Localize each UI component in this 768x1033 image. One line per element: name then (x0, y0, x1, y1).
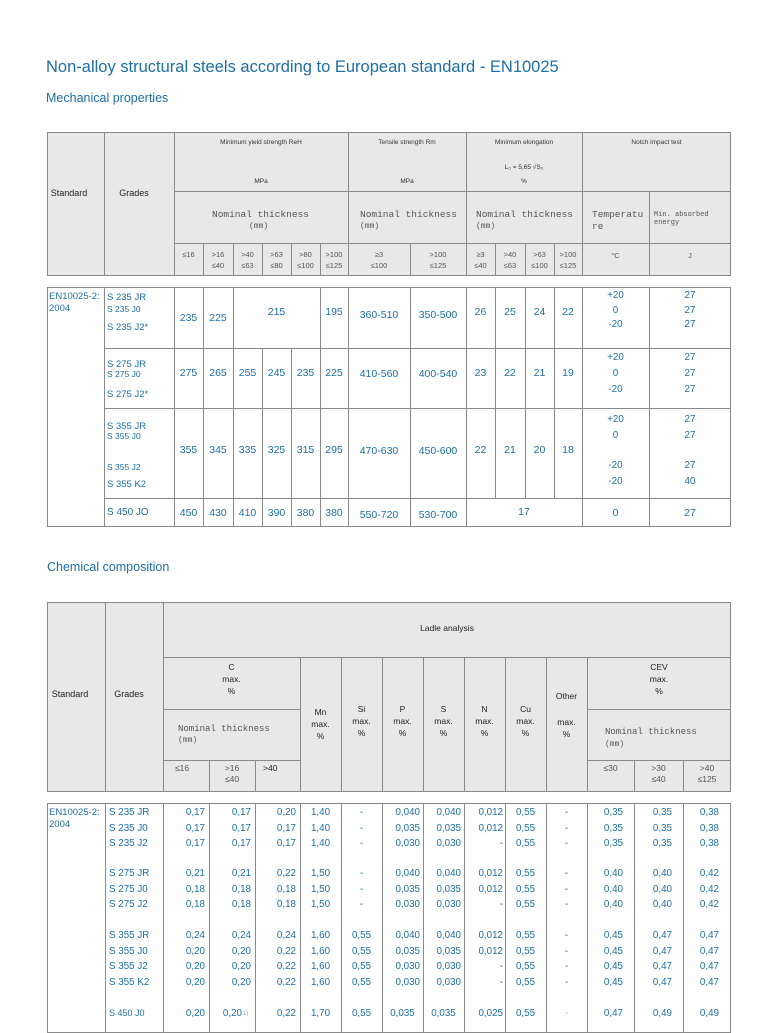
chem-nominal-cev: Nominal thickness (605, 727, 697, 737)
r4-y1: 450 (179, 506, 198, 519)
page-title: Non-alloy structural steels according to European standard - EN10025 (46, 58, 559, 76)
chem-g2-cu: 0,55 0,55 0,55 (515, 868, 536, 910)
r4-y3: 410 (238, 506, 257, 519)
chem-g1-p: 0,040 0,035 0,030 (395, 807, 420, 849)
r3-y6: 295 (325, 444, 343, 456)
tensile-sub-2: >100 ≤125 (429, 250, 447, 270)
grade-s275jr: S 275 JR (107, 359, 147, 370)
mech-header-standard: Standard (50, 188, 88, 198)
chem-g3-cev1: 0,45 0,45 0,45 0,45 (603, 930, 623, 988)
r1-e3: 24 (533, 306, 546, 318)
chem-g4-grades: S 450 J0 (109, 1008, 145, 1018)
r4-t2: 530-700 (418, 508, 458, 521)
r4-y6: 380 (325, 506, 343, 519)
r3-y4: 325 (267, 444, 286, 456)
chem-g4-c3: 0,22 (276, 1008, 296, 1019)
mech-header-elongation-unit: % (521, 178, 527, 185)
r2-t1: 410-560 (359, 368, 399, 380)
r4-elong: 17 (518, 505, 530, 518)
elong-sub-4: >100 ≤125 (559, 250, 577, 270)
yield-sub-1: ≤16 (182, 250, 195, 259)
r1-e4: 22 (562, 306, 574, 318)
mech-header-tensile: Tensile strength Rm (378, 139, 436, 146)
chem-mm-c: (mm) (178, 736, 198, 745)
r4-y5: 380 (296, 506, 315, 519)
mech-mm-elong: (mm) (476, 222, 496, 231)
mech-absorbed-2: energy (654, 219, 680, 227)
chemical-heading: Chemical composition (47, 560, 170, 574)
r3-y3: 335 (238, 444, 257, 456)
elong-sub-2: >40 ≤63 (503, 250, 517, 270)
chem-g1-s: 0,040 0,035 0,030 (436, 807, 461, 849)
chem-g1-c3: 0,20 0,17 0,17 (276, 807, 296, 849)
chem-g4-p: 0,035 (390, 1008, 415, 1019)
r2-y5: 235 (296, 367, 315, 379)
mech-mm-yield: (mm) (249, 222, 269, 231)
mech-header-elongation-formula: L₀ = 5,65 √S₀ (504, 164, 544, 171)
chem-g3-cev3: 0,47 0,47 0,47 0,47 (699, 930, 719, 988)
r2-e1: 23 (474, 367, 487, 379)
r3-energy-b: 27 40 (684, 460, 696, 487)
elong-sub-1: ≥3 ≤40 (474, 250, 487, 270)
r1-t2: 350-500 (418, 308, 458, 321)
chem-header-p: P max. % (393, 704, 412, 738)
mech-nominal-thickness-tensile: Nominal thickness (360, 209, 457, 220)
chem-g3-mn: 1,60 1,60 1,60 1,60 (310, 930, 331, 988)
chem-g1-c2: 0,17 0,17 0,17 (231, 807, 251, 849)
r1-e1: 26 (474, 306, 487, 318)
chem-g4-s: 0,035 (431, 1008, 456, 1019)
chem-g3-s: 0,040 0,035 0,030 0,030 (436, 930, 461, 988)
r3-e3: 20 (533, 444, 546, 456)
c-sub-2: >16 ≤40 (224, 763, 240, 784)
mech-standard: EN10025-2: 2004 (49, 291, 100, 314)
grade-s355j2: S 355 J2 (107, 462, 141, 472)
chem-g3-grades: S 355 JR S 355 J0 S 355 J2 S 355 K2 (109, 930, 150, 988)
chem-g1-cev3: 0,38 0,38 0,38 (699, 807, 719, 849)
chem-header-other-max: max. % (557, 717, 576, 739)
chem-g3-n: 0,012 0,012 - - (478, 930, 503, 988)
chem-g4-other: - (564, 1008, 569, 1019)
chem-mm-cev: (mm) (605, 740, 625, 749)
mech-temperature-1: Temperatu (592, 209, 644, 220)
r3-temp-b: -20 -20 (608, 460, 623, 487)
chem-g2-si: - - - (359, 868, 364, 910)
chem-g1-mn: 1,40 1,40 1,40 (310, 807, 331, 849)
cev-sub-3: >40 ≤125 (697, 763, 717, 784)
chem-g2-other: - - - (564, 868, 569, 910)
mech-temperature-2: re (592, 221, 604, 232)
r3-y1: 355 (179, 444, 198, 456)
grade-s355j0: S 355 J0 (107, 431, 141, 441)
mech-header-tensile-unit: MPa (400, 178, 414, 185)
mechanical-heading: Mechanical properties (46, 91, 169, 105)
chem-header-cev: CEV max. % (649, 662, 669, 696)
mech-header-yield: Minimum yield strength ReH (220, 139, 302, 146)
r2-y1: 275 (179, 367, 198, 379)
chem-g4-n: 0,025 (478, 1008, 503, 1019)
chem-header-other: Other (555, 691, 578, 701)
chem-g2-cev1: 0,40 0,40 0,40 (603, 868, 623, 910)
r1-t1: 360-510 (359, 308, 399, 321)
chem-header-mn: Mn max. % (311, 707, 330, 741)
r1-y6: 195 (325, 306, 343, 318)
elong-sub-3: >63 ≤100 (531, 250, 548, 270)
r2-y6: 225 (325, 367, 343, 379)
chem-g3-c1: 0,24 0,20 0,20 0,20 (185, 930, 205, 988)
r2-e2: 22 (504, 367, 516, 379)
chem-header-grades: Grades (114, 689, 144, 699)
chem-g4-c2: 0,20 (222, 1008, 242, 1019)
chem-g3-cu: 0,55 0,55 0,55 0,55 (515, 930, 536, 988)
chem-g4-cev2: 0,49 (652, 1008, 672, 1019)
r2-temp: +20 0 -20 (607, 352, 624, 395)
r2-t2: 400-540 (418, 368, 458, 380)
r2-e3: 21 (533, 367, 546, 379)
chem-g3-c2: 0,24 0,20 0,20 0,20 (231, 930, 251, 988)
yield-sub-6: >100 ≤125 (325, 250, 343, 270)
chem-g2-n: 0,012 0,012 - (478, 868, 503, 910)
r3-energy-a: 27 27 (684, 414, 696, 441)
chem-g4-mn: 1,70 (310, 1008, 331, 1019)
grade-s275j0: S 275 J0 (107, 369, 141, 379)
chem-standard: EN10025-2: 2004 (49, 807, 100, 830)
chem-g2-mn: 1,50 1,50 1,50 (310, 868, 331, 910)
r3-t1: 470-630 (359, 445, 399, 457)
yield-sub-2: >16 ≤40 (211, 250, 225, 270)
chem-g1-grades: S 235 JR S 235 J0 S 235 J2 (109, 807, 150, 849)
r4-y2: 430 (209, 506, 227, 519)
chem-g3-other: - - - - (564, 930, 569, 988)
grade-s450jo: S 450 JO (107, 507, 149, 518)
chem-header-n: N max. % (475, 704, 494, 738)
chem-g1-cu: 0,55 0,55 0,55 (515, 807, 536, 849)
mech-header-elongation: Minimum elongation (494, 139, 554, 146)
mech-mm-tensile: (mm) (360, 222, 380, 231)
chem-g1-n: 0,012 0,012 - (478, 807, 503, 849)
r2-energy: 27 27 27 (684, 352, 696, 395)
r2-y3: 255 (238, 367, 257, 379)
grade-s235j0: S 235 J0 (107, 304, 141, 314)
r1-e2: 25 (504, 306, 516, 318)
chem-g3-cev2: 0,47 0,47 0,47 0,47 (652, 930, 672, 988)
r1-y2: 225 (209, 311, 227, 324)
r1-energy: 27 27 27 (684, 290, 696, 330)
r3-e1: 22 (474, 444, 487, 456)
grade-s355jr: S 355 JR (107, 421, 147, 432)
r2-y2: 265 (209, 367, 227, 379)
r4-energy: 27 (684, 506, 696, 519)
energy-unit: J (688, 251, 692, 260)
temp-unit: °C (611, 251, 620, 260)
mech-nominal-thickness-yield: Nominal thickness (212, 209, 309, 220)
grade-s235jr: S 235 JR (107, 292, 147, 303)
chem-g4-cev3: 0,49 (699, 1008, 719, 1019)
chem-g2-cev2: 0,40 0,40 0,40 (652, 868, 672, 910)
chem-g1-cev1: 0,35 0,35 0,35 (603, 807, 623, 849)
r1-y1: 235 (179, 311, 198, 324)
yield-sub-3: >40 ≤63 (241, 250, 254, 270)
grade-s275j2: S 275 J2* (107, 389, 149, 400)
c-sub-3: >40 (263, 763, 278, 773)
mech-header-grades: Grades (119, 188, 149, 198)
chem-g2-cev3: 0,42 0,42 0,42 (699, 868, 719, 910)
chem-g2-grades: S 275 JR S 275 J0 S 275 J2 (109, 868, 150, 910)
r3-t2: 450-600 (418, 445, 458, 457)
chem-g4-c2-note: 1) (243, 1011, 249, 1017)
chem-header-si: Si max. % (352, 704, 371, 738)
r3-temp-a: +20 0 (607, 414, 624, 441)
r2-y4: 245 (267, 367, 286, 379)
chem-g2-p: 0,040 0,035 0,030 (395, 868, 420, 910)
chem-g3-p: 0,040 0,035 0,030 0,030 (395, 930, 420, 988)
chem-g1-c1: 0,17 0,17 0,17 (185, 807, 205, 849)
chem-g2-s: 0,040 0,035 0,030 (436, 868, 461, 910)
mech-header-yield-unit: MPa (254, 178, 268, 185)
r2-e4: 19 (562, 367, 574, 379)
chem-header-ladle: Ladle analysis (420, 623, 474, 633)
yield-sub-4: >63 ≤80 (270, 250, 283, 270)
mech-header-notch: Notch impact test (631, 139, 682, 146)
chem-header-standard: Standard (51, 689, 89, 699)
chem-g1-cev2: 0,35 0,35 0,35 (652, 807, 672, 849)
chem-g4-c1: 0,20 (185, 1008, 205, 1019)
r1-y345: 215 (267, 306, 286, 318)
r1-temp: +20 0 -20 (607, 290, 624, 330)
chem-g1-other: - - - (564, 807, 569, 849)
chem-g2-c1: 0,21 0,18 0,18 (185, 868, 205, 910)
chem-header-s: S max. % (434, 704, 453, 738)
grade-s235j2: S 235 J2* (107, 322, 149, 333)
chem-nominal-c: Nominal thickness (178, 724, 270, 734)
chem-g4-cu: 0,55 (515, 1008, 536, 1019)
tensile-sub-1: ≥3 ≤100 (370, 250, 388, 270)
chem-g4-cev1: 0,47 (603, 1008, 623, 1019)
r3-e4: 18 (562, 444, 574, 456)
cev-sub-2: >30 ≤40 (651, 763, 666, 784)
chem-g4-si: 0,55 (351, 1008, 372, 1019)
chem-header-c: C max. % (222, 662, 241, 696)
mech-nominal-thickness-elong: Nominal thickness (476, 209, 573, 220)
chem-g3-si: 0,55 0,55 0,55 0,55 (351, 930, 372, 988)
c-sub-1: ≤16 (175, 763, 190, 773)
chem-g1-si: - - - (359, 807, 364, 849)
r3-y2: 345 (209, 444, 227, 456)
chem-header-cu: Cu max. % (516, 704, 535, 738)
chem-g3-c3: 0,24 0,22 0,22 0,22 (276, 930, 296, 988)
mech-absorbed-1: Min. absorbed (654, 211, 709, 219)
yield-sub-5: >80 ≤100 (297, 250, 314, 270)
r4-y4: 390 (267, 506, 286, 519)
cev-sub-1: ≤30 (603, 763, 618, 773)
r4-t1: 550-720 (359, 508, 399, 521)
r4-temp: 0 (612, 506, 619, 519)
grade-s355k2: S 355 K2 (107, 479, 147, 490)
r3-e2: 21 (504, 444, 516, 456)
r3-y5: 315 (296, 444, 315, 456)
chem-g2-c3: 0,22 0,18 0,18 (276, 868, 296, 910)
chem-g2-c2: 0,21 0,18 0,18 (231, 868, 251, 910)
